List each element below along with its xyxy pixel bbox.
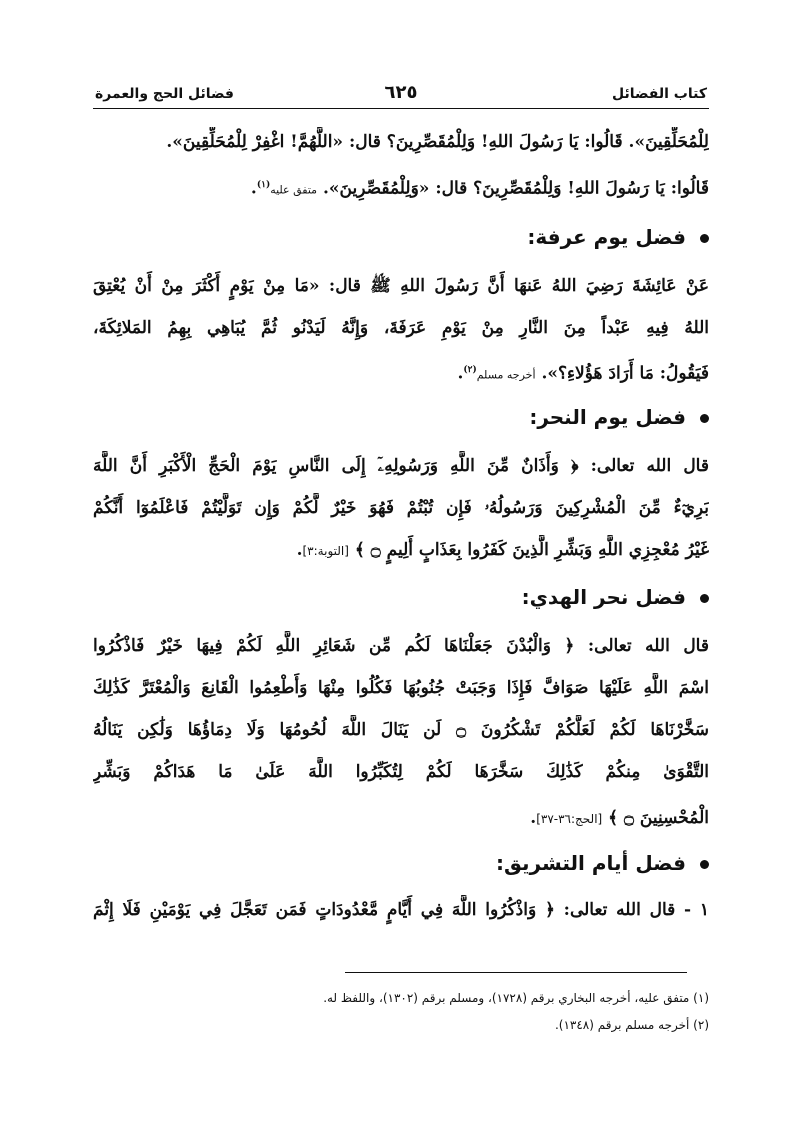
hady-line-4: التَّقْوَىٰ مِنكُمْ كَذَٰلِكَ سَخَّرَهَا لَكُمْ لِتُكَبِّرُوا اللَّهَ عَلَىٰ مَا هَدَاكُمْ وَبَشِّرِ <box>93 762 709 782</box>
section-heading-text: فضل نحر الهدي: <box>521 585 686 609</box>
footnote-1: (١) متفق عليه، أخرجه البخاري برقم (١٧٢٨)، ومسلم برقم (١٣٠٢)، واللفظ له. <box>323 991 709 1005</box>
header-divider <box>93 108 709 109</box>
nahr-line-3 <box>93 535 709 566</box>
bullet-icon <box>700 234 709 243</box>
bullet-icon <box>700 860 709 869</box>
section-heading-arafah <box>527 222 709 252</box>
footnote-marker-1: (١) <box>256 180 271 190</box>
arafah-line-3-end: . <box>457 363 464 384</box>
footnote-marker-2: (٢) <box>463 365 477 375</box>
section-heading-text: فضل أيام التشريق: <box>496 851 686 875</box>
hady-surah-reference: [الحج:٣٦-٣٧] <box>536 812 603 826</box>
intro-line-2-end: . <box>250 178 257 199</box>
hady-line-1: قال الله تعالى: ﴿ وَالْبُدْنَ جَعَلْنَاهَا لَكُم مِّن شَعَائِرِ اللَّهِ لَكُمْ فِيهَا خَيْرٌ فَاذْكُرُوا <box>93 636 709 656</box>
nahr-line-3-end: . <box>296 540 303 560</box>
intro-line-2-note: متفق عليه <box>270 183 318 197</box>
bullet-icon <box>700 594 709 603</box>
hady-line-5-end: . <box>530 808 537 828</box>
intro-line-1: لِلْمُحَلِّقِينَ». قَالُوا: يَا رَسُولَ اللهِ! وَلِلْمُقَصِّرِينَ؟ قال: «اللَّهُمَّ! اغْفِرْ لِلْمُحَلِّقِينَ». <box>166 132 709 152</box>
bullet-icon <box>700 414 709 423</box>
section-heading-hady <box>522 582 709 612</box>
arafah-line-3 <box>93 355 709 391</box>
tashreeq-line-1: ١ - قال الله تعالى: ﴿ وَاذْكُرُوا اللَّهَ فِي أَيَّامٍ مَّعْدُودَاتٍ فَمَن تَعَجَّلَ فِي يَوْمَيْنِ فَلَا إِثْمَ <box>93 900 709 920</box>
arafah-line-2: اللهُ فِيهِ عَبْداً مِنَ النَّارِ مِنْ يَوْمِ عَرَفَةَ، وَإِنَّهُ لَيَدْنُو ثُمَّ يُبَاهِي بِهِمُ المَلائِكَةَ، <box>93 318 709 338</box>
chapter-title: فضائل الحج والعمرة <box>95 86 234 102</box>
section-heading-text: فضل يوم عرفة: <box>527 225 686 249</box>
hady-line-3: سَخَّرْنَاهَا لَكُمْ لَعَلَّكُمْ تَشْكُرُونَ ۝ لَن يَنَالَ اللَّهَ لُحُومُهَا وَلَا دِمَاؤُهَا وَلَٰكِن يَنَالُهُ <box>93 720 709 740</box>
intro-line-2-text: قَالُوا: يَا رَسُولَ اللهِ! وَلِلْمُقَصِّرِينَ؟ قال: «وَلِلْمُقَصِّرِينَ». <box>323 178 709 199</box>
nahr-line-2: بَرِيٓءٌ مِّنَ الْمُشْرِكِينَ وَرَسُولُهُۥ فَإِن تُبْتُمْ فَهُوَ خَيْرٌ لَّكُمْ وَإِن تَوَلَّيْتُمْ فَاعْلَمُوٓا أَنَّكُمْ <box>93 498 709 518</box>
hady-line-2: اسْمَ اللَّهِ عَلَيْهَا صَوَافَّ فَإِذَا وَجَبَتْ جُنُوبُهَا فَكُلُوا مِنْهَا وَأَطْعِمُوا الْقَانِعَ وَالْمُعْتَرَّ كَذَٰلِكَ <box>93 678 709 698</box>
nahr-line-1: قال الله تعالى: ﴿ وَأَذَانٌ مِّنَ اللَّهِ وَرَسُولِهِۦٓ إِلَى النَّاسِ يَوْمَ الْحَجِّ الْأَكْبَرِ أَنَّ اللَّهَ <box>93 456 709 476</box>
intro-line-2 <box>93 170 709 206</box>
arafah-line-1: عَنْ عَائِشَةَ رَضِيَ اللهُ عَنهَا أَنَّ رَسُولَ اللهِ ﷺ قال: «مَا مِنْ يَوْمٍ أَكْثَرَ مِنْ أَنْ يُعْتِقَ <box>93 276 709 296</box>
hady-line-5 <box>93 803 709 834</box>
nahr-surah-reference: [التوبة:٣] <box>302 544 349 558</box>
hady-line-5-text: الْمُحْسِنِينَ ۝ ﴾ <box>608 808 709 828</box>
page-number: ٦٢٥ <box>384 82 418 103</box>
nahr-line-3-text: غَيْرُ مُعْجِزِي اللَّهِ وَبَشِّرِ الَّذِينَ كَفَرُوا بِعَذَابٍ أَلِيمٍ ۝ ﴾ <box>354 540 709 560</box>
arafah-line-3-text: فَيَقُولُ: مَا أَرَادَ هَؤُلاءِ؟». <box>541 363 709 384</box>
section-heading-text: فضل يوم النحر: <box>529 405 686 429</box>
footnote-2: (٢) أخرجه مسلم برقم (١٣٤٨). <box>554 1018 709 1032</box>
page-header <box>95 84 707 108</box>
section-heading-nahr <box>529 402 709 432</box>
section-heading-tashreeq <box>496 848 709 878</box>
arafah-source-note: أخرجه مسلم <box>476 368 536 382</box>
book-title: كتاب الفضائل <box>612 86 707 102</box>
footnote-divider <box>345 972 687 973</box>
